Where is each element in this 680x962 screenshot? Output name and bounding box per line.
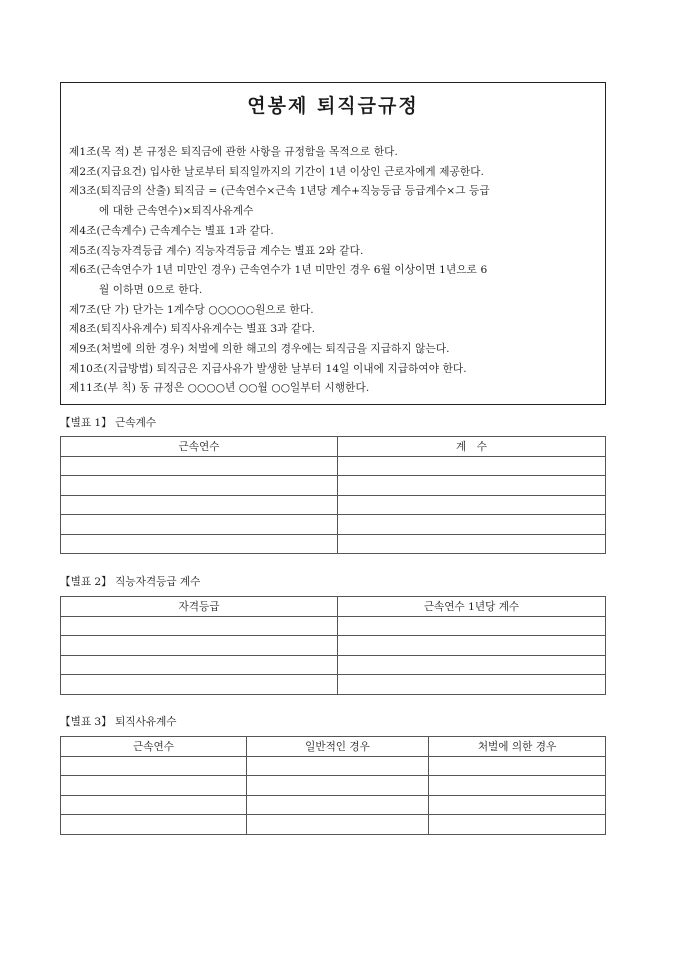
table-row	[61, 534, 606, 554]
table-cell[interactable]	[429, 776, 606, 796]
table-row	[61, 636, 606, 656]
table-row	[61, 675, 606, 695]
table-cell[interactable]	[247, 815, 429, 835]
table-cell[interactable]	[61, 495, 338, 515]
table-cell[interactable]	[61, 476, 338, 496]
article-6-line-1: 제6조(근속연수가 1년 미만인 경우) 근속연수가 1년 미만인 경우 6월 이상이면 1년으로 6	[69, 264, 488, 277]
table-cell[interactable]	[429, 795, 606, 815]
article-10: 제10조(지급방법) 퇴직금은 지급사유가 발생한 날부터 14일 이내에 지급하여야 한다.	[69, 362, 467, 375]
table-row	[61, 776, 606, 796]
regulation-box	[60, 82, 606, 405]
article-9: 제9조(처벌에 의한 경우) 처벌에 의한 해고의 경우에는 퇴직금을 지급하지 않는다.	[69, 343, 450, 356]
table-row	[61, 515, 606, 535]
table-cell[interactable]	[247, 776, 429, 796]
table-cell[interactable]	[338, 515, 606, 535]
column-header: 근속연수	[61, 737, 247, 757]
table-header-row	[61, 597, 606, 617]
table-cell[interactable]	[61, 456, 338, 476]
table-row	[61, 476, 606, 496]
column-header: 처벌에 의한 경우	[429, 737, 606, 757]
article-2: 제2조(지급요건) 입사한 날로부터 퇴직일까지의 기간이 1년 이상인 근로자에게 제공한다.	[69, 165, 485, 178]
table-row	[61, 795, 606, 815]
table-cell[interactable]	[61, 675, 338, 695]
table-cell[interactable]	[247, 795, 429, 815]
article-11: 제11조(부 칙) 동 규정은 ○○○○년 ○○월 ○○일부터 시행한다.	[69, 382, 370, 395]
table-cell[interactable]	[247, 756, 429, 776]
table-header-row	[61, 437, 606, 457]
table-cell[interactable]	[61, 515, 338, 535]
table-row	[61, 756, 606, 776]
article-1: 제1조(목 적) 본 규정은 퇴직금에 관한 사항을 규정함을 목적으로 한다.	[69, 146, 398, 158]
document-title: 연봉제 퇴직금규정	[247, 95, 419, 117]
article-6	[69, 261, 599, 300]
column-header: 자격등급	[61, 597, 338, 617]
table-cell[interactable]	[338, 655, 606, 675]
table-3-retirement-reason-coefficient	[60, 736, 606, 835]
table-cell[interactable]	[61, 776, 247, 796]
table-cell[interactable]	[338, 636, 606, 656]
table-cell[interactable]	[338, 476, 606, 496]
table-cell[interactable]	[61, 655, 338, 675]
table-3-caption: 【별표 3】 퇴직사유계수	[60, 716, 177, 728]
table-cell[interactable]	[429, 756, 606, 776]
table-cell[interactable]	[61, 534, 338, 554]
table-2-caption: 【별표 2】 직능자격등급 계수	[60, 576, 201, 588]
article-3-line-1: 제3조(퇴직금의 산출) 퇴직금 = (근속연수×근속 1년당 계수+직능등급 등급계수×그 등급	[69, 185, 490, 198]
table-row	[61, 495, 606, 515]
article-3	[69, 182, 599, 221]
table-cell[interactable]	[338, 616, 606, 636]
table-cell[interactable]	[338, 495, 606, 515]
column-header: 근속연수 1년당 계수	[338, 597, 606, 617]
table-cell[interactable]	[338, 534, 606, 554]
table-row	[61, 616, 606, 636]
table-row	[61, 456, 606, 476]
article-7: 제7조(단 가) 단가는 1계수당 ○○○○○원으로 한다.	[69, 303, 314, 316]
article-8: 제8조(퇴직사유계수) 퇴직사유계수는 별표 3과 같다.	[69, 323, 316, 336]
column-header: 계 수	[338, 437, 606, 457]
table-cell[interactable]	[61, 756, 247, 776]
table-1-caption: 【별표 1】 근속계수	[60, 417, 157, 429]
table-1-service-coefficient	[60, 436, 606, 554]
table-row	[61, 815, 606, 835]
table-cell[interactable]	[61, 795, 247, 815]
table-cell[interactable]	[61, 616, 338, 636]
article-list	[69, 143, 599, 399]
table-cell[interactable]	[338, 675, 606, 695]
article-4: 제4조(근속계수) 근속계수는 별표 1과 같다.	[69, 224, 274, 237]
article-6-line-2: 월 이하면 0으로 한다.	[99, 283, 203, 296]
table-cell[interactable]	[61, 636, 338, 656]
column-header: 근속연수	[61, 437, 338, 457]
article-3-line-2: 에 대한 근속연수)×퇴직사유계수	[99, 205, 254, 218]
article-5: 제5조(직능자격등급 계수) 직능자격등급 계수는 별표 2와 같다.	[69, 244, 364, 257]
table-cell[interactable]	[61, 815, 247, 835]
table-header-row	[61, 737, 606, 757]
table-row	[61, 655, 606, 675]
table-cell[interactable]	[429, 815, 606, 835]
column-header: 일반적인 경우	[247, 737, 429, 757]
table-cell[interactable]	[338, 456, 606, 476]
table-2-grade-coefficient	[60, 596, 606, 695]
